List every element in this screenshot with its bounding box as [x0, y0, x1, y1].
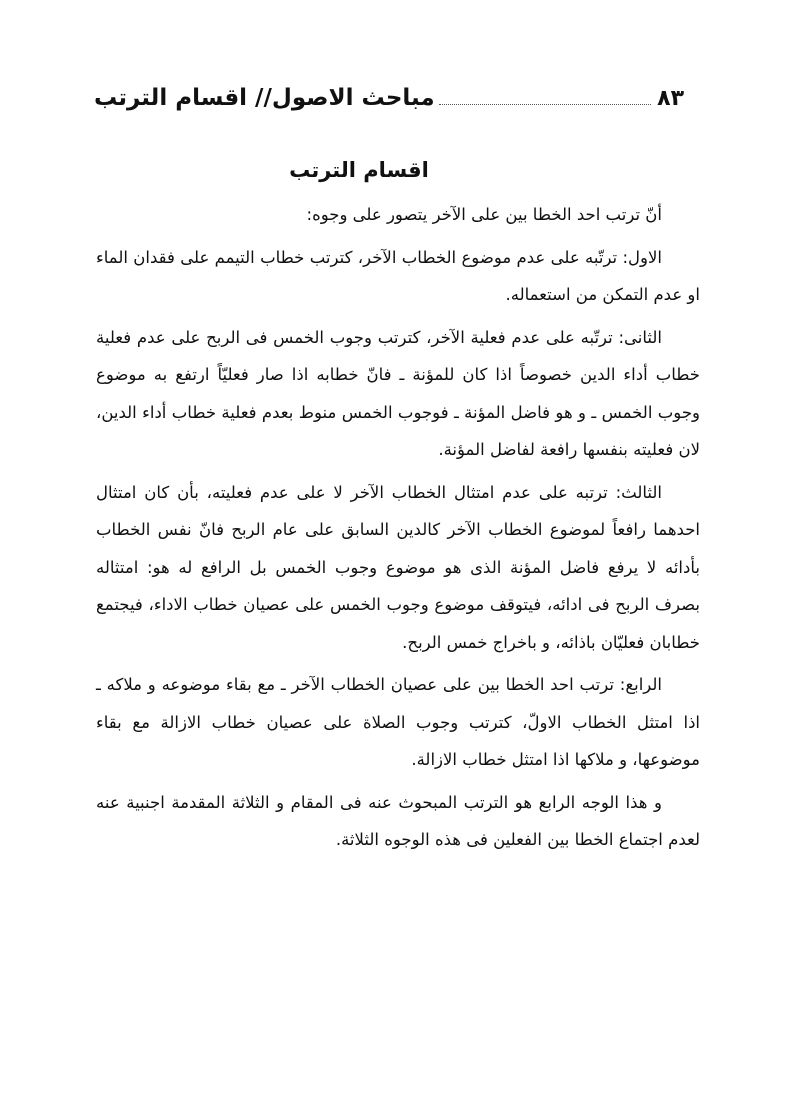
running-header-title: مباحث الاصول// اقسام الترتب [94, 85, 435, 111]
paragraph-second: الثانى: ترتّبه على عدم فعلية الآخر، كترتب وجوب الخمس فى الربح على عدم فعلية خطاب أداء الدين خصوصاً اذا كان للمؤنة ـ فانّ خطابه اذا صار فعليّاً ارتفع به موضوع وجوب الخمس ـ و هو فاضل المؤنة ـ فوجوب الخمس منوط بعدم فعلية خطاب أداء الدين، لان فعليته بنفسها رافعة لفاضل المؤنة. [96, 327, 700, 459]
paragraph-first: الاول: ترتّبه على عدم موضوع الخطاب الآخر، كترتب خطاب التيمم على فقدان الماء او عدم التمكن من استعماله. [96, 247, 700, 304]
paragraph-intro: أنّ ترتب احد الخطا بين على الآخر يتصور على وجوه: [306, 205, 662, 224]
running-header [94, 70, 684, 110]
page-number: ٨٣ [657, 86, 684, 111]
paragraph-third: الثالث: ترتبه على عدم امتثال الخطاب الآخر لا على عدم فعليته، بأن كان امتثال احدهما رافعاً لموضوع الخطاب الآخر كالدين السابق على عام الربح فانّ نفس الخطاب بأدائه لا يرفع فاضل المؤنة الذى هو موضوع وجوب الخمس بل الرافع له هو: امتثاله بصرف الربح فى ادائه، فيتوقف موضوع وجوب الخمس على عصيان خطاب الاداء، فيجتمع خطابان فعليّان باذائه، و باخراج خمس الربح. [96, 482, 700, 652]
paragraph-fourth: الرابع: ترتب احد الخطا بين على عصيان الخطاب الآخر ـ مع بقاء موضوعه و ملاكه ـ اذا امتثل الخطاب الاولّ، كترتب وجوب الصلاة على عصيان خطاب الازالة مع بقاء موضوعها، و ملاكها اذا امتثل خطاب الازالة. [96, 675, 700, 769]
paragraph-conclusion: و هذا الوجه الرابع هو الترتب المبحوث عنه فى المقام و الثلاثة المقدمة اجنبية عنه لعدم اجتماع الخطا بين الفعلين فى هذه الوجوه الثلاثة. [96, 792, 700, 849]
dotted-leader [439, 103, 651, 105]
section-heading: اقسام الترتب [289, 158, 429, 182]
body-text [96, 196, 700, 864]
